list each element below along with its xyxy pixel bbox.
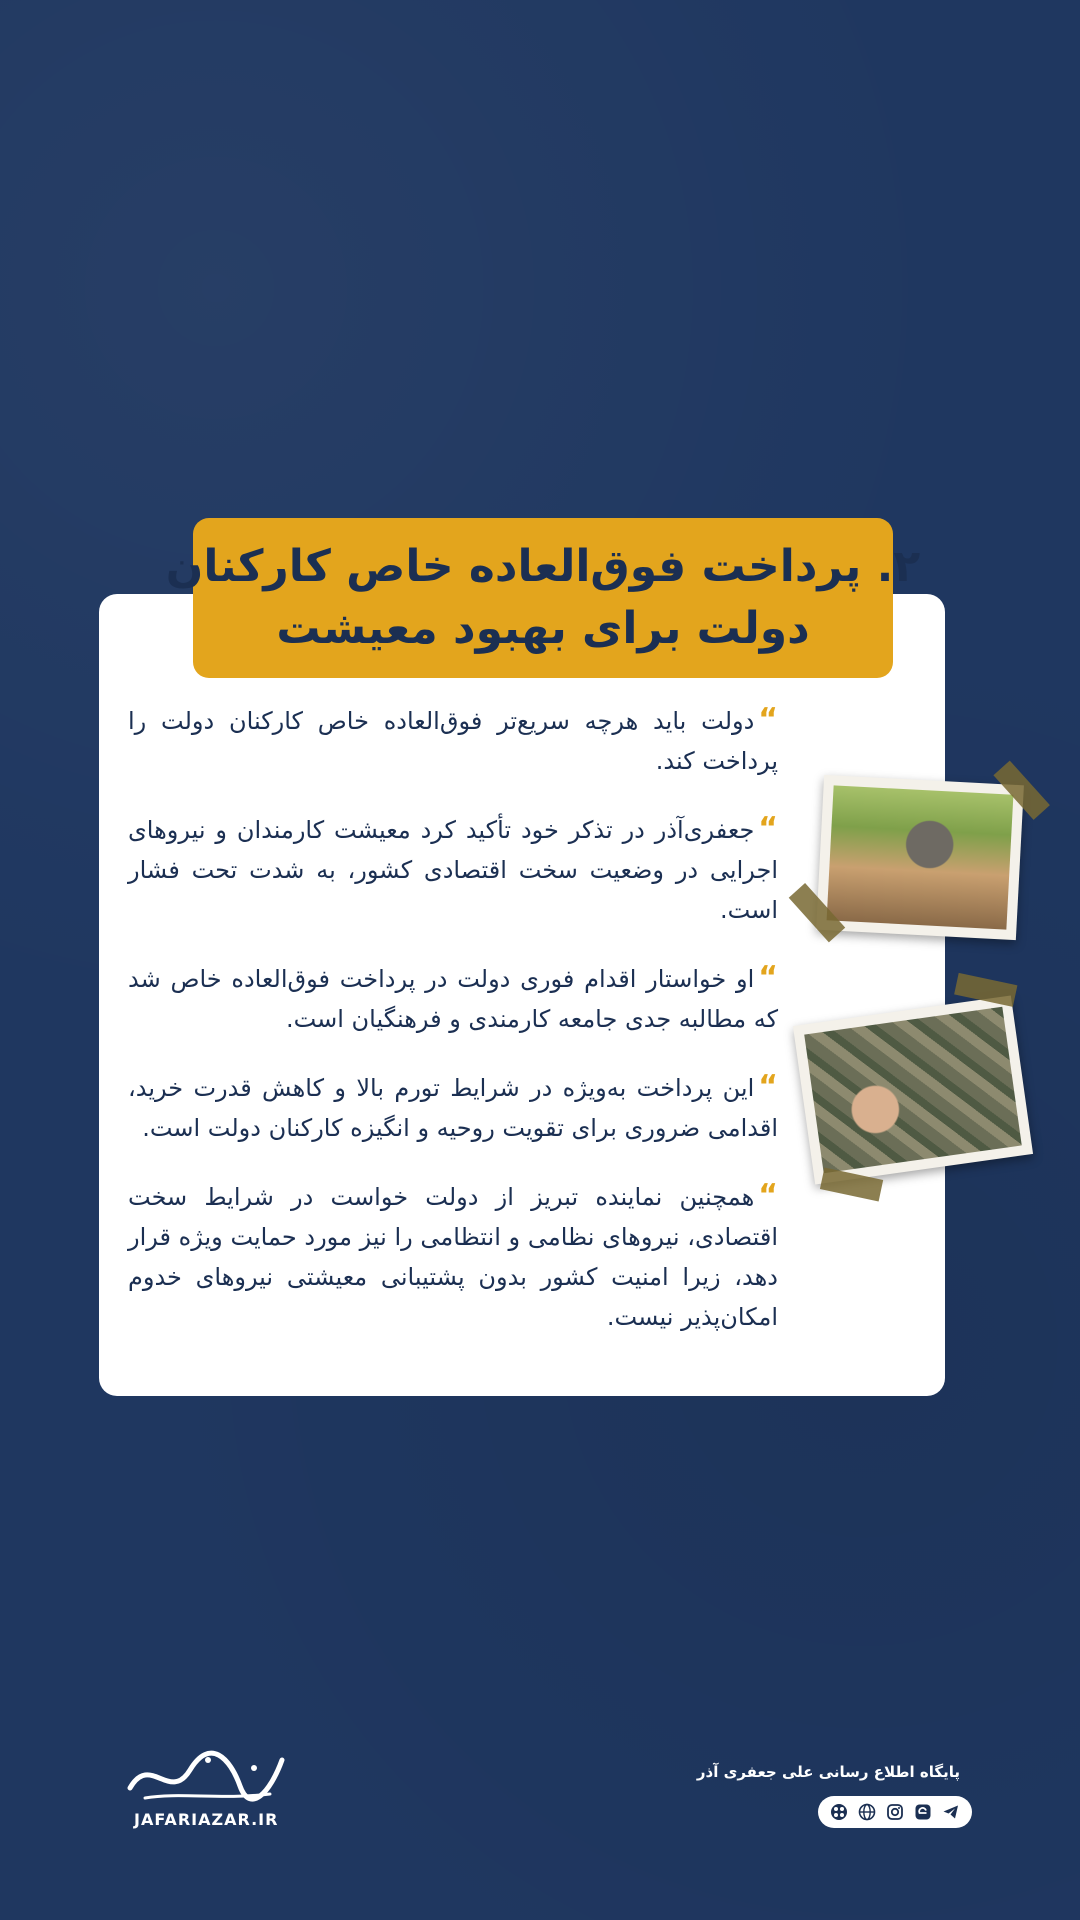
quote-mark-icon: “ bbox=[758, 811, 778, 846]
globe-icon[interactable] bbox=[856, 1801, 878, 1823]
paragraph-text: این پرداخت به‌ویژه در شرایط تورم بالا و کاهش قدرت خرید، اقدامی ضروری برای تقویت روحیه و انگیزه کارکنان دولت است. bbox=[128, 1074, 778, 1142]
paragraph-text: جعفری‌آذر در تذکر خود تأکید کرد معیشت کارمندان و نیروهای اجرایی در وضعیت سخت اقتصادی کشور، به شدت تحت فشار است. bbox=[128, 816, 778, 924]
social-links bbox=[818, 1796, 972, 1828]
logo-signature-icon bbox=[120, 1748, 290, 1808]
site-domain[interactable]: JAFARIAZAR.IR bbox=[134, 1810, 279, 1829]
military-uniform-image bbox=[804, 1007, 1022, 1173]
logo bbox=[120, 1748, 300, 1838]
aparat-icon[interactable] bbox=[828, 1801, 850, 1823]
photo-tape bbox=[954, 973, 1017, 1007]
shopping-cart-photo bbox=[816, 775, 1024, 940]
instagram-icon[interactable] bbox=[884, 1801, 906, 1823]
paragraph-list bbox=[128, 700, 778, 1365]
quote-mark-icon: “ bbox=[758, 1178, 778, 1213]
paragraph-5 bbox=[128, 1176, 778, 1337]
paragraph-4 bbox=[128, 1067, 778, 1148]
paragraph-text: دولت باید هرچه سریع‌تر فوق‌العاده خاص کارکنان دولت را پرداخت کند. bbox=[128, 707, 778, 775]
title-line-2: دولت برای بهبود معیشت bbox=[276, 603, 810, 654]
paragraph-text: او خواستار اقدام فوری دولت در پرداخت فوق‌العاده خاص شد که مطالبه جدی جامعه کارمندی و فرهنگیان است. bbox=[128, 965, 778, 1033]
paragraph-text: همچنین نماینده تبریز از دولت خواست در شرایط سخت اقتصادی، نیروهای نظامی و انتظامی را نیز مورد حمایت ویژه قرار دهد، زیرا امنیت کشور بدون پشتیبانی معیشتی نیروهای خدوم امکان‌پذیر نیست. bbox=[128, 1183, 778, 1331]
paragraph-1 bbox=[128, 700, 778, 781]
quote-mark-icon: “ bbox=[758, 960, 778, 995]
military-uniform-photo bbox=[793, 995, 1033, 1184]
paragraph-2 bbox=[128, 809, 778, 930]
shopping-cart-image bbox=[827, 785, 1014, 929]
quote-mark-icon: “ bbox=[758, 1069, 778, 1104]
eitaa-icon[interactable] bbox=[912, 1801, 934, 1823]
title-line-1: ۲. پرداخت فوق‌العاده خاص کارکنان bbox=[165, 541, 921, 592]
site-name: پایگاه اطلاع رسانی علی جعفری آذر bbox=[696, 1763, 960, 1781]
title-banner bbox=[165, 518, 921, 678]
quote-mark-icon: “ bbox=[758, 702, 778, 737]
telegram-icon[interactable] bbox=[940, 1801, 962, 1823]
paragraph-3 bbox=[128, 958, 778, 1039]
